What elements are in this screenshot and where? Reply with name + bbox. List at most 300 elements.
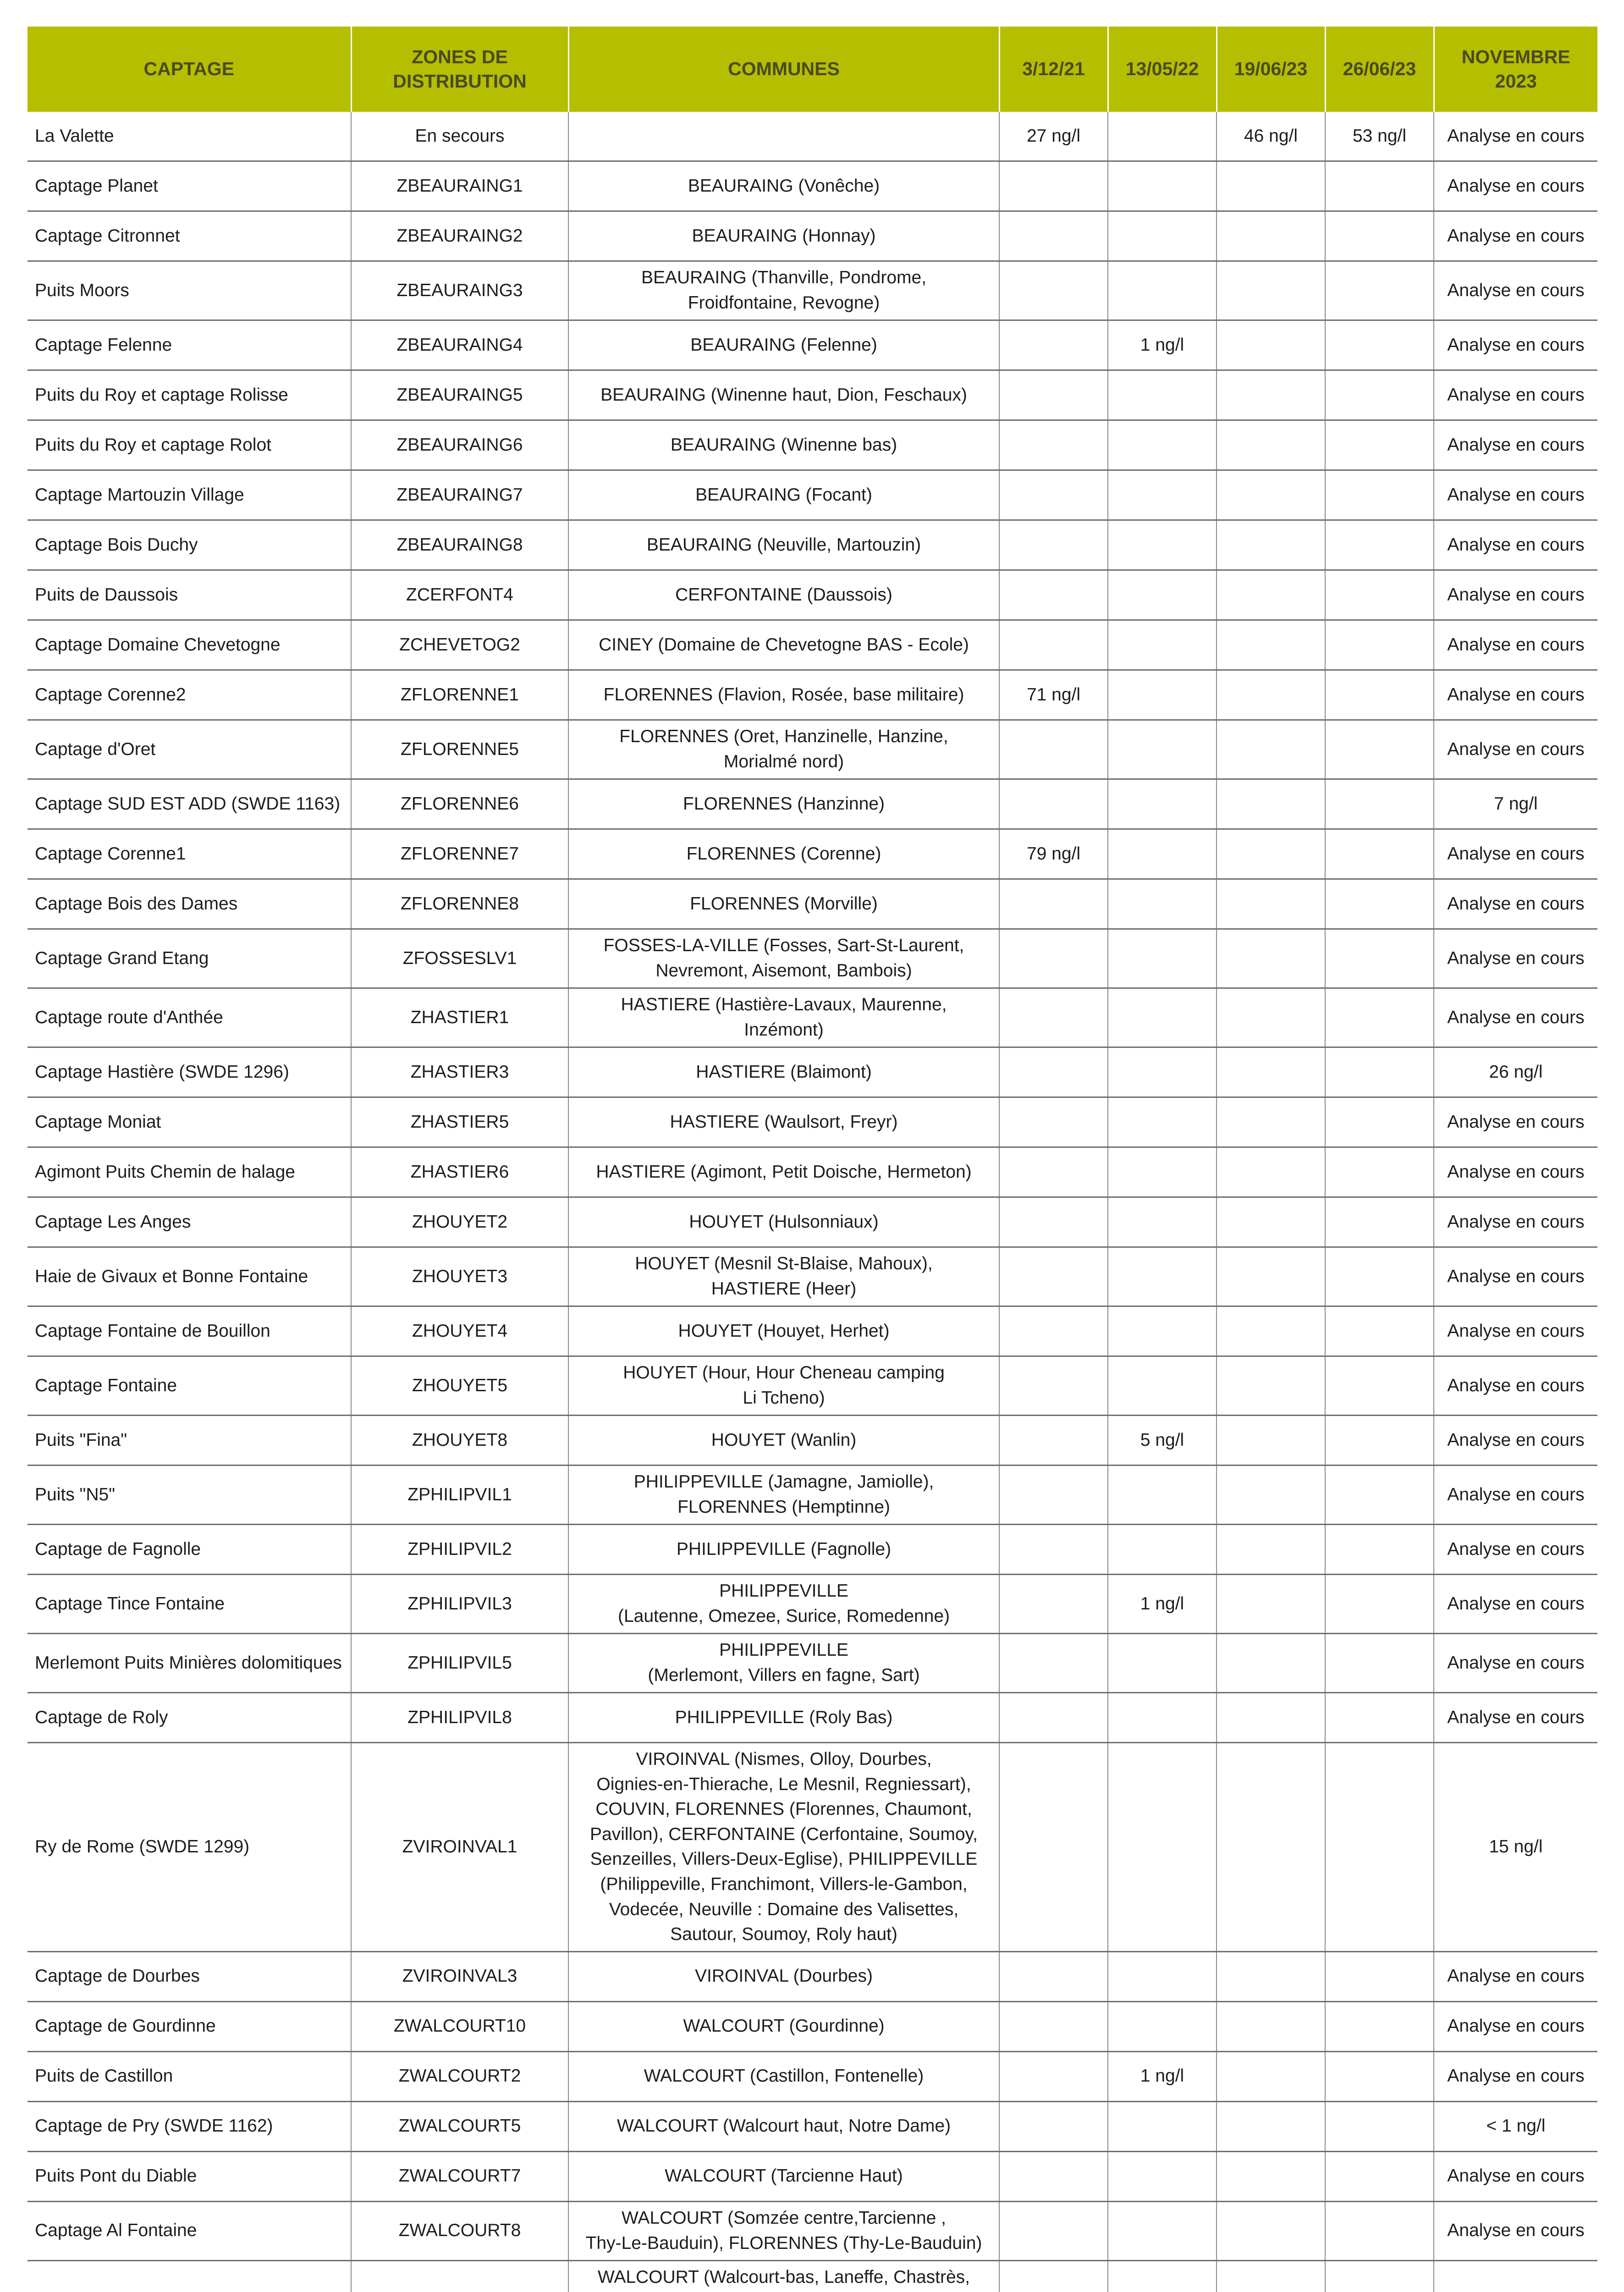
cell-novembre: Analyse en cours (1434, 929, 1597, 988)
cell-zone: ZBEAURAING6 (351, 420, 568, 470)
cell-novembre: Analyse en cours (1434, 1247, 1597, 1306)
table-row (28, 1197, 1597, 1247)
cell-date-2 (1108, 112, 1217, 161)
cell-date-2 (1108, 2201, 1217, 2260)
cell-date-2 (1108, 1634, 1217, 1693)
cell-date-3 (1217, 1743, 1325, 1952)
cell-zone: ZWALCOURT5 (351, 2101, 568, 2151)
cell-captage: Captage Fontaine (28, 1356, 351, 1416)
table-row (28, 1634, 1597, 1693)
header-captage: CAPTAGE (28, 27, 351, 112)
cell-date-2 (1108, 1356, 1217, 1416)
cell-zone: ZWALCOURT2 (351, 2051, 568, 2101)
cell-captage: Puits de Daussois (28, 570, 351, 620)
cell-zone: ZCERFONT4 (351, 570, 568, 620)
cell-date-4 (1325, 261, 1434, 320)
table-row (28, 112, 1597, 161)
cell-date-4 (1325, 1247, 1434, 1306)
cell-date-2 (1108, 988, 1217, 1047)
cell-novembre: Analyse en cours (1434, 570, 1597, 620)
cell-novembre: Analyse en cours (1434, 1097, 1597, 1147)
cell-date-3 (1217, 370, 1325, 420)
cell-date-3 (1217, 720, 1325, 779)
cell-zone: ZBEAURAING1 (351, 161, 568, 211)
cell-date-1 (999, 2001, 1108, 2051)
cell-date-4 (1325, 1356, 1434, 1416)
cell-date-1 (999, 1247, 1108, 1306)
cell-captage: Agimont Puits Chemin de halage (28, 1147, 351, 1197)
cell-captage: Puits Pont du Diable (28, 2151, 351, 2201)
table-row (28, 929, 1597, 988)
cell-date-2 (1108, 520, 1217, 570)
cell-novembre: Analyse en cours (1434, 1306, 1597, 1356)
table-row (28, 570, 1597, 620)
cell-date-3 (1217, 261, 1325, 320)
cell-date-4 (1325, 211, 1434, 261)
cell-date-3 (1217, 929, 1325, 988)
cell-zone: ZHOUYET2 (351, 1197, 568, 1247)
cell-communes: HOUYET (Wanlin) (568, 1416, 999, 1466)
cell-date-3 (1217, 470, 1325, 520)
cell-date-4 (1325, 1575, 1434, 1634)
cell-zone: ZWALCOURT10 (351, 2001, 568, 2051)
cell-date-2 (1108, 720, 1217, 779)
cell-captage: Ry de Rome (SWDE 1299) (28, 1743, 351, 1952)
table-row (28, 720, 1597, 779)
cell-zone: En secours (351, 112, 568, 161)
cell-date-4 (1325, 1416, 1434, 1466)
cell-date-2 (1108, 211, 1217, 261)
header-date-2: 13/05/22 (1108, 27, 1217, 112)
cell-zone: ZFLORENNE6 (351, 779, 568, 829)
cell-zone: ZFLORENNE1 (351, 670, 568, 720)
cell-date-1 (999, 1047, 1108, 1097)
header-date-4: 26/06/23 (1325, 27, 1434, 112)
table-row (28, 1416, 1597, 1466)
cell-zone: ZBEAURAING8 (351, 520, 568, 570)
cell-communes: WALCOURT (Castillon, Fontenelle) (568, 2051, 999, 2101)
cell-date-1 (999, 2101, 1108, 2151)
cell-communes: HOUYET (Mesnil St-Blaise, Mahoux), HASTIERE (Heer) (568, 1247, 999, 1306)
cell-novembre: Analyse en cours (1434, 320, 1597, 370)
table-row (28, 829, 1597, 879)
cell-zone: ZVIROINVAL3 (351, 1951, 568, 2001)
cell-date-4 (1325, 1306, 1434, 1356)
cell-zone: ZFLORENNE5 (351, 720, 568, 779)
cell-date-2 (1108, 620, 1217, 670)
cell-date-1 (999, 1575, 1108, 1634)
cell-date-1 (999, 1416, 1108, 1466)
cell-novembre: Analyse en cours (1434, 520, 1597, 570)
cell-communes: HOUYET (Hulsonniaux) (568, 1197, 999, 1247)
table-row (28, 161, 1597, 211)
cell-zone: ZHOUYET3 (351, 1247, 568, 1306)
table-row (28, 420, 1597, 470)
cell-communes: BEAURAING (Winenne bas) (568, 420, 999, 470)
cell-date-2 (1108, 779, 1217, 829)
cell-novembre: Analyse en cours (1434, 1416, 1597, 1466)
cell-zone (351, 2260, 568, 2292)
cell-zone: ZHASTIER3 (351, 1047, 568, 1097)
cell-date-1 (999, 1693, 1108, 1743)
cell-communes: FOSSES-LA-VILLE (Fosses, Sart-St-Laurent, Nevremont, Aisemont, Bambois) (568, 929, 999, 988)
cell-date-3 (1217, 2260, 1325, 2292)
cell-zone: ZBEAURAING7 (351, 470, 568, 520)
cell-date-3 (1217, 1575, 1325, 1634)
cell-date-3 (1217, 420, 1325, 470)
cell-novembre: Analyse en cours (1434, 879, 1597, 929)
cell-date-2 (1108, 2260, 1217, 2292)
cell-date-3 (1217, 2051, 1325, 2101)
cell-zone: ZPHILIPVIL3 (351, 1575, 568, 1634)
cell-date-2 (1108, 2001, 1217, 2051)
cell-date-4 (1325, 161, 1434, 211)
cell-date-3 (1217, 1634, 1325, 1693)
cell-date-4 (1325, 520, 1434, 570)
cell-date-1 (999, 779, 1108, 829)
cell-date-1 (999, 2201, 1108, 2260)
cell-date-2: 1 ng/l (1108, 2051, 1217, 2101)
pfas-table (28, 27, 1597, 2292)
cell-date-3 (1217, 1466, 1325, 1525)
cell-date-3: 46 ng/l (1217, 112, 1325, 161)
cell-date-2 (1108, 2151, 1217, 2201)
header-communes: COMMUNES (568, 27, 999, 112)
cell-captage: Captage Corenne1 (28, 829, 351, 879)
table-row (28, 320, 1597, 370)
cell-date-4 (1325, 1097, 1434, 1147)
cell-date-4 (1325, 779, 1434, 829)
cell-date-1 (999, 1356, 1108, 1416)
cell-communes: WALCOURT (Walcourt haut, Notre Dame) (568, 2101, 999, 2151)
cell-communes: HASTIERE (Hastière-Lavaux, Maurenne, Inzémont) (568, 988, 999, 1047)
cell-date-1 (999, 1951, 1108, 2001)
cell-date-4 (1325, 1693, 1434, 1743)
cell-zone: ZWALCOURT8 (351, 2201, 568, 2260)
cell-novembre: Analyse en cours (1434, 1147, 1597, 1197)
cell-novembre: Analyse en cours (1434, 1951, 1597, 2001)
cell-zone: ZVIROINVAL1 (351, 1743, 568, 1952)
cell-date-2 (1108, 2101, 1217, 2151)
cell-date-4 (1325, 879, 1434, 929)
cell-date-1 (999, 988, 1108, 1047)
cell-zone: ZHASTIER5 (351, 1097, 568, 1147)
cell-date-2 (1108, 1047, 1217, 1097)
cell-date-1: 71 ng/l (999, 670, 1108, 720)
cell-date-4 (1325, 1466, 1434, 1525)
cell-captage: Captage Corenne2 (28, 670, 351, 720)
cell-date-4 (1325, 988, 1434, 1047)
cell-communes: PHILIPPEVILLE (Merlemont, Villers en fagne, Sart) (568, 1634, 999, 1693)
cell-date-4 (1325, 370, 1434, 420)
table-row (28, 1097, 1597, 1147)
cell-communes: FLORENNES (Corenne) (568, 829, 999, 879)
cell-zone: ZCHEVETOG2 (351, 620, 568, 670)
cell-novembre: Analyse en cours (1434, 112, 1597, 161)
cell-date-1 (999, 420, 1108, 470)
cell-date-2 (1108, 370, 1217, 420)
cell-date-3 (1217, 2151, 1325, 2201)
cell-communes: PHILIPPEVILLE (Lautenne, Omezee, Surice, Romedenne) (568, 1575, 999, 1634)
cell-date-2 (1108, 161, 1217, 211)
cell-communes: PHILIPPEVILLE (Roly Bas) (568, 1693, 999, 1743)
cell-communes: WALCOURT (Somzée centre,Tarcienne , Thy-Le-Bauduin), FLORENNES (Thy-Le-Bauduin) (568, 2201, 999, 2260)
cell-captage: Captage Citronnet (28, 211, 351, 261)
cell-date-1 (999, 720, 1108, 779)
cell-date-2 (1108, 1247, 1217, 1306)
cell-date-4 (1325, 1743, 1434, 1952)
cell-captage: Captage Bois des Dames (28, 879, 351, 929)
table-row (28, 520, 1597, 570)
cell-date-2 (1108, 1306, 1217, 1356)
cell-novembre: Analyse en cours (1434, 261, 1597, 320)
cell-date-3 (1217, 879, 1325, 929)
table-row (28, 2101, 1597, 2151)
cell-novembre: 15 ng/l (1434, 1743, 1597, 1952)
cell-date-1 (999, 620, 1108, 670)
cell-date-4 (1325, 929, 1434, 988)
table-row (28, 1575, 1597, 1634)
cell-communes (568, 112, 999, 161)
table-container (28, 27, 1597, 2292)
cell-date-3 (1217, 1197, 1325, 1247)
header-date-1: 3/12/21 (999, 27, 1108, 112)
cell-date-4: 53 ng/l (1325, 112, 1434, 161)
cell-date-1 (999, 2051, 1108, 2101)
cell-zone: ZPHILIPVIL8 (351, 1693, 568, 1743)
cell-zone: ZBEAURAING2 (351, 211, 568, 261)
cell-date-2 (1108, 1197, 1217, 1247)
table-row (28, 211, 1597, 261)
cell-captage: Captage de Dourbes (28, 1951, 351, 2001)
cell-captage: Captage Hastière (SWDE 1296) (28, 1047, 351, 1097)
cell-date-1 (999, 570, 1108, 620)
cell-zone: ZHOUYET4 (351, 1306, 568, 1356)
cell-communes: BEAURAING (Neuville, Martouzin) (568, 520, 999, 570)
table-row (28, 988, 1597, 1047)
cell-date-1 (999, 1147, 1108, 1197)
cell-novembre: Analyse en cours (1434, 2151, 1597, 2201)
cell-date-4 (1325, 2101, 1434, 2151)
cell-date-3 (1217, 1247, 1325, 1306)
cell-novembre: Analyse en cours (1434, 2001, 1597, 2051)
cell-date-3 (1217, 779, 1325, 829)
cell-communes: WALCOURT (Walcourt-bas, Laneffe, Chastrès, (568, 2260, 999, 2292)
cell-date-2: 5 ng/l (1108, 1416, 1217, 1466)
cell-date-4 (1325, 2001, 1434, 2051)
cell-novembre: Analyse en cours (1434, 829, 1597, 879)
cell-novembre: < 1 ng/l (1434, 2101, 1597, 2151)
cell-communes: CINEY (Domaine de Chevetogne BAS - Ecole) (568, 620, 999, 670)
cell-date-3 (1217, 1356, 1325, 1416)
cell-captage: Captage de Roly (28, 1693, 351, 1743)
cell-zone: ZPHILIPVIL5 (351, 1634, 568, 1693)
cell-zone: ZBEAURAING4 (351, 320, 568, 370)
cell-date-3 (1217, 620, 1325, 670)
cell-date-3 (1217, 988, 1325, 1047)
cell-date-3 (1217, 520, 1325, 570)
cell-captage: Haie de Givaux et Bonne Fontaine (28, 1247, 351, 1306)
cell-captage: Captage Moniat (28, 1097, 351, 1147)
cell-zone: ZHOUYET8 (351, 1416, 568, 1466)
cell-date-3 (1217, 1693, 1325, 1743)
cell-novembre: Analyse en cours (1434, 370, 1597, 420)
cell-date-1 (999, 370, 1108, 420)
cell-date-3 (1217, 1047, 1325, 1097)
cell-captage: Merlemont Puits Minières dolomitiques (28, 1634, 351, 1693)
table-row (28, 370, 1597, 420)
cell-date-4 (1325, 620, 1434, 670)
cell-captage: La Valette (28, 112, 351, 161)
cell-date-2 (1108, 829, 1217, 879)
cell-novembre: Analyse en cours (1434, 720, 1597, 779)
cell-date-1 (999, 320, 1108, 370)
cell-communes: BEAURAING (Winenne haut, Dion, Feschaux) (568, 370, 999, 420)
cell-date-1 (999, 1466, 1108, 1525)
cell-communes: HASTIERE (Agimont, Petit Doische, Hermeton) (568, 1147, 999, 1197)
cell-date-3 (1217, 2001, 1325, 2051)
cell-date-3 (1217, 2101, 1325, 2151)
cell-date-1: 79 ng/l (999, 829, 1108, 879)
table-row (28, 1047, 1597, 1097)
table-row (28, 1466, 1597, 1525)
table-row (28, 1743, 1597, 1952)
cell-date-3 (1217, 1147, 1325, 1197)
cell-novembre: Analyse en cours (1434, 161, 1597, 211)
cell-date-1 (999, 1743, 1108, 1952)
cell-communes: WALCOURT (Gourdinne) (568, 2001, 999, 2051)
cell-zone: ZHOUYET5 (351, 1356, 568, 1416)
cell-date-1 (999, 2260, 1108, 2292)
cell-date-4 (1325, 2201, 1434, 2260)
header-date-3: 19/06/23 (1217, 27, 1325, 112)
cell-zone: ZFLORENNE8 (351, 879, 568, 929)
cell-communes: PHILIPPEVILLE (Fagnolle) (568, 1525, 999, 1575)
cell-date-4 (1325, 470, 1434, 520)
cell-date-3 (1217, 2201, 1325, 2260)
cell-communes: FLORENNES (Oret, Hanzinelle, Hanzine, Morialmé nord) (568, 720, 999, 779)
cell-date-1 (999, 1634, 1108, 1693)
table-row (28, 2051, 1597, 2101)
cell-date-3 (1217, 211, 1325, 261)
cell-date-1 (999, 1525, 1108, 1575)
cell-date-2 (1108, 1147, 1217, 1197)
table-row (28, 620, 1597, 670)
cell-communes: HASTIERE (Blaimont) (568, 1047, 999, 1097)
cell-date-1 (999, 261, 1108, 320)
cell-date-3 (1217, 1097, 1325, 1147)
table-header (28, 27, 1597, 112)
cell-date-1 (999, 470, 1108, 520)
cell-zone: ZHASTIER6 (351, 1147, 568, 1197)
table-row (28, 2151, 1597, 2201)
header-zones: ZONES DE DISTRIBUTION (351, 27, 568, 112)
cell-date-2 (1108, 879, 1217, 929)
cell-captage: Puits Moors (28, 261, 351, 320)
table-body (28, 112, 1597, 2292)
cell-date-4 (1325, 570, 1434, 620)
cell-date-4 (1325, 2260, 1434, 2292)
cell-captage: Captage d'Oret (28, 720, 351, 779)
cell-communes: BEAURAING (Honnay) (568, 211, 999, 261)
table-row (28, 670, 1597, 720)
cell-captage: Puits "N5" (28, 1466, 351, 1525)
cell-date-1 (999, 929, 1108, 988)
cell-communes: VIROINVAL (Dourbes) (568, 1951, 999, 2001)
table-row (28, 2201, 1597, 2260)
cell-communes: BEAURAING (Thanville, Pondrome, Froidfontaine, Revogne) (568, 261, 999, 320)
cell-date-2 (1108, 929, 1217, 988)
cell-date-4 (1325, 720, 1434, 779)
cell-date-1 (999, 211, 1108, 261)
cell-date-4 (1325, 420, 1434, 470)
cell-novembre (1434, 2260, 1597, 2292)
cell-novembre: Analyse en cours (1434, 1693, 1597, 1743)
cell-captage: Puits du Roy et captage Rolot (28, 420, 351, 470)
table-row (28, 1306, 1597, 1356)
cell-date-3 (1217, 570, 1325, 620)
cell-date-4 (1325, 1197, 1434, 1247)
table-row (28, 2001, 1597, 2051)
cell-captage: Captage route d'Anthée (28, 988, 351, 1047)
cell-novembre: Analyse en cours (1434, 2201, 1597, 2260)
cell-zone: ZWALCOURT7 (351, 2151, 568, 2201)
cell-communes: HASTIERE (Waulsort, Freyr) (568, 1097, 999, 1147)
cell-communes: PHILIPPEVILLE (Jamagne, Jamiolle), FLORENNES (Hemptinne) (568, 1466, 999, 1525)
cell-zone: ZBEAURAING3 (351, 261, 568, 320)
cell-date-2 (1108, 1525, 1217, 1575)
cell-novembre: Analyse en cours (1434, 2051, 1597, 2101)
cell-date-2 (1108, 1466, 1217, 1525)
cell-date-4 (1325, 2051, 1434, 2101)
cell-date-2 (1108, 420, 1217, 470)
cell-date-1 (999, 1197, 1108, 1247)
cell-captage: Captage Martouzin Village (28, 470, 351, 520)
table-row (28, 779, 1597, 829)
cell-communes: WALCOURT (Tarcienne Haut) (568, 2151, 999, 2201)
cell-date-3 (1217, 161, 1325, 211)
cell-communes: VIROINVAL (Nismes, Olloy, Dourbes, Oignies-en-Thierache, Le Mesnil, Regniessart), COUVIN, FLORENNES (Florennes, Chaumont, Pavillon), CERFONTAINE (Cerfontaine, Soumoy, Senzeilles, Villers-Deux-Eglise), PHILIPPEVILLE (Philippeville, Franchimont, Villers-le-Gambon, Vodecée, Neuville : Domaine des Valisettes, Sautour, Soumoy, Roly haut) (568, 1743, 999, 1952)
cell-novembre: Analyse en cours (1434, 1356, 1597, 1416)
cell-communes: BEAURAING (Focant) (568, 470, 999, 520)
cell-date-2 (1108, 570, 1217, 620)
table-row (28, 1693, 1597, 1743)
cell-novembre: Analyse en cours (1434, 1466, 1597, 1525)
cell-date-1 (999, 161, 1108, 211)
cell-captage: Captage de Gourdinne (28, 2001, 351, 2051)
cell-date-3 (1217, 1416, 1325, 1466)
table-row (28, 1147, 1597, 1197)
cell-captage: Captage Domaine Chevetogne (28, 620, 351, 670)
cell-captage: Captage Tince Fontaine (28, 1575, 351, 1634)
cell-novembre: Analyse en cours (1434, 1197, 1597, 1247)
cell-novembre: Analyse en cours (1434, 420, 1597, 470)
table-row (28, 1356, 1597, 1416)
cell-date-3 (1217, 829, 1325, 879)
cell-date-3 (1217, 320, 1325, 370)
cell-date-1 (999, 2151, 1108, 2201)
cell-novembre: Analyse en cours (1434, 211, 1597, 261)
cell-date-1 (999, 1306, 1108, 1356)
header-novembre: NOVEMBRE 2023 (1434, 27, 1597, 112)
cell-captage: Puits de Castillon (28, 2051, 351, 2101)
cell-novembre: Analyse en cours (1434, 470, 1597, 520)
table-row (28, 261, 1597, 320)
cell-date-2 (1108, 670, 1217, 720)
cell-communes: BEAURAING (Felenne) (568, 320, 999, 370)
cell-captage: Captage Fontaine de Bouillon (28, 1306, 351, 1356)
cell-date-2 (1108, 1693, 1217, 1743)
